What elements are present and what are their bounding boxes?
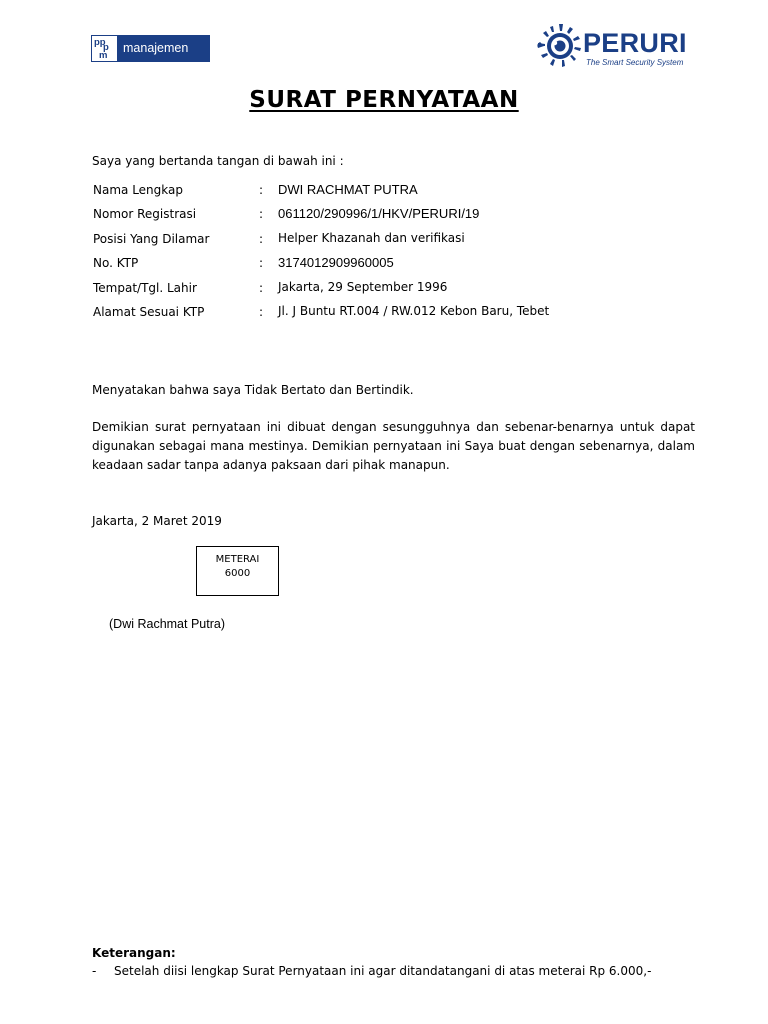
field-label-alamat: Alamat Sesuai KTP — [93, 305, 205, 319]
field-label-ttl: Tempat/Tgl. Lahir — [93, 281, 197, 295]
ppm-logo — [91, 35, 210, 64]
field-colon-ttl: : — [259, 281, 264, 295]
notes-item: Setelah diisi lengkap Surat Pernyataan ini agar ditandatangani di atas meterai Rp 6.000,- — [114, 964, 652, 978]
field-value-ktp: 3174012909960005 — [278, 255, 394, 270]
intro-text: Saya yang bertanda tangan di bawah ini : — [92, 154, 344, 168]
notes-bullet: - — [92, 964, 97, 978]
field-colon-ktp: : — [259, 256, 264, 270]
meterai-stamp-box — [196, 546, 279, 596]
field-value-registrasi: 061120/290996/1/HKV/PERURI/19 — [278, 206, 480, 221]
field-colon-alamat: : — [259, 305, 264, 319]
ppm-logo-letters-3: m — [99, 50, 108, 61]
ppm-logo-letters-1: pp — [94, 37, 106, 48]
meterai-label: METERAI — [215, 554, 260, 565]
peruri-logo-tagline: The Smart Security System — [586, 58, 684, 67]
field-colon-registrasi: : — [259, 207, 264, 221]
peruri-emblem-icon — [535, 22, 583, 70]
signer-name: (Dwi Rachmat Putra) — [109, 617, 225, 631]
field-value-posisi: Helper Khazanah dan verifikasi — [278, 231, 465, 245]
field-value-alamat: Jl. J Buntu RT.004 / RW.012 Kebon Baru, Tebet — [278, 304, 550, 318]
ppm-logo-letters-2: p — [103, 42, 109, 53]
field-colon-posisi: : — [259, 232, 264, 246]
closing-paragraph: Demikian surat pernyataan ini dibuat dengan sesungguhnya dan sebenar-benarnya untuk dapat digunakan sebagai mana mestinya. Demikian pernyataan ini Saya buat dengan sebenarnya, dalam keadaan sadar tanpa adanya paksaan dari pihak manapun. — [92, 420, 695, 472]
field-label-registrasi: Nomor Registrasi — [93, 207, 197, 221]
place-date: Jakarta, 2 Maret 2019 — [92, 514, 222, 528]
statement-paragraph: Menyatakan bahwa saya Tidak Bertato dan Bertindik. — [92, 383, 414, 397]
field-label-nama: Nama Lengkap — [93, 183, 183, 197]
field-label-ktp: No. KTP — [93, 256, 139, 270]
document-title: SURAT PERNYATAAN — [249, 87, 519, 113]
ppm-logo-name: manajemen — [118, 35, 210, 62]
ppm-logo-box — [91, 35, 118, 62]
field-value-ttl: Jakarta, 29 September 1996 — [278, 280, 448, 294]
meterai-value: 6000 — [224, 568, 251, 579]
field-colon-nama: : — [259, 183, 264, 197]
peruri-logo-name: PERURI — [583, 28, 687, 58]
notes-title: Keterangan: — [92, 946, 176, 960]
field-value-nama: DWI RACHMAT PUTRA — [278, 182, 418, 197]
field-label-posisi: Posisi Yang Dilamar — [93, 232, 210, 246]
